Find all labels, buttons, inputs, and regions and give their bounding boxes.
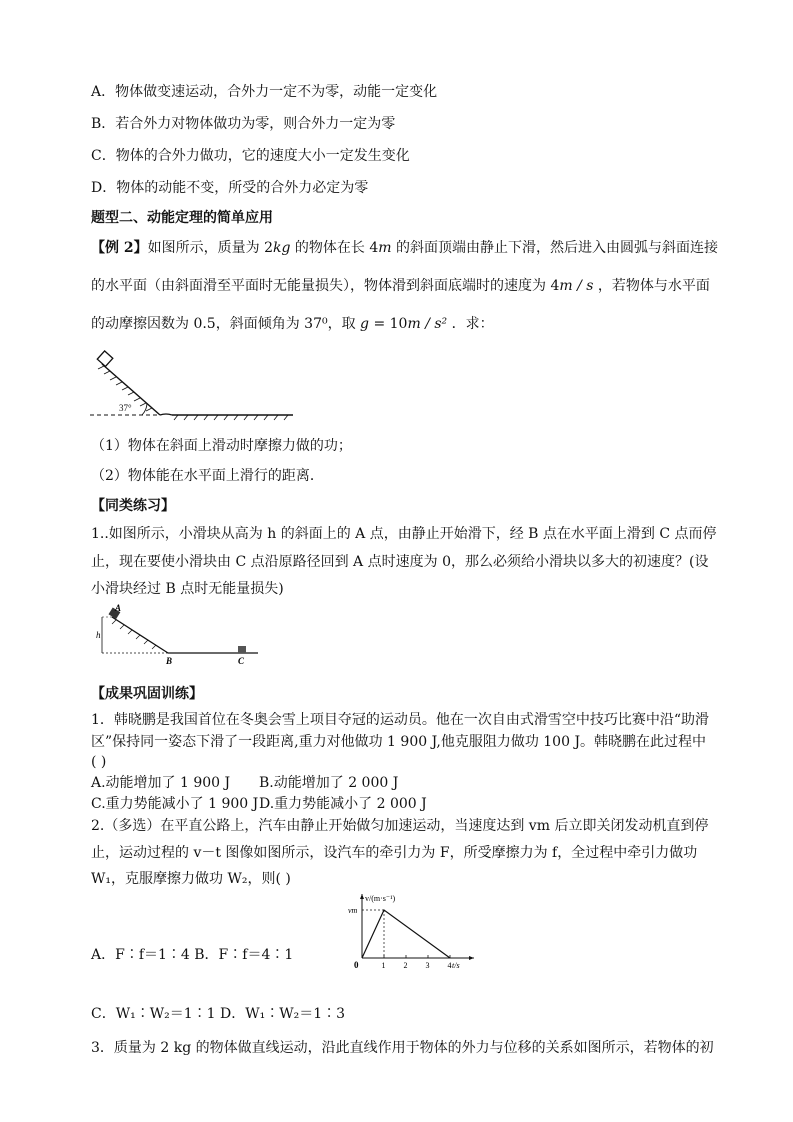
unit-kg: kg [272, 240, 291, 256]
y-axis-label: v/(m·s⁻¹) [365, 894, 396, 903]
x-tick-group [382, 955, 452, 970]
consol-q3-line-1: 3．质量为 2 kg 的物体做直线运动，沿此直线作用于物体的外力与位移的关系如图所示，若物体的初 [91, 1040, 714, 1056]
x-axis-label: t/s [452, 961, 460, 970]
consol-q2-line-2: 止，运动过程的 v－t 图像如图所示，设汽车的牵引力为 F，所受摩擦力为 f，全过程中牵引力做功 [91, 845, 698, 861]
consol-q2-options-cd: C．W₁∶W₂＝1∶1 D．W₁∶W₂＝1∶3 [91, 1006, 346, 1022]
unit-m: m [378, 240, 392, 256]
label-h: h [96, 630, 101, 640]
consol-q1-option-d: D.重力势能减小了 2 000 J [259, 796, 427, 812]
consol-q1-line-1: 1．韩晓鹏是我国首位在冬奥会雪上项目夺冠的运动员。他在一次自由式滑雪空中技巧比赛中沿“助滑 [91, 712, 710, 728]
example-2-line-2 [91, 276, 710, 296]
x-tick-label-4: 4 [447, 961, 452, 970]
practice-q1-line-2: 止，现在要使小滑块由 C 点沿原路径回到 A 点时速度为 0，那么必须给小滑块以多大的初速度？(设 [91, 554, 709, 570]
label-b: B [166, 656, 173, 666]
consol-q1-paren: ( ) [91, 754, 107, 770]
option-d: D．物体的动能不变，所受的合外力必定为零 [91, 180, 369, 196]
option-b: B．若合外力对物体做功为零，则合外力一定为零 [91, 116, 396, 132]
consol-q1-line-2: 区”保持同一姿态下滑了一段距离,重力对他做功 1 900 J,他克服阻力做功 100 J。韩晓鹏在此过程中 [91, 734, 707, 750]
section-heading: 题型二、动能定理的简单应用 [91, 210, 273, 226]
text-seg: 的水平面（由斜面滑至平面时无能量损失），物体滑到斜面底端时的速度为 4 [91, 278, 560, 294]
y-axis-arrow [360, 894, 364, 899]
text-seg: = 10 [369, 316, 408, 332]
vt-graph [340, 890, 480, 970]
option-a: A．物体做变速运动，合外力一定不为零，动能一定变化 [91, 84, 438, 100]
slider-block-c [238, 646, 246, 653]
consol-q1-option-b: B.动能增加了 2 000 J [259, 775, 399, 791]
text-seg: ．求： [447, 316, 494, 332]
consol-q2-line-1: 2.（多选）在平直公路上，汽车由静止开始做匀加速运动，当速度达到 vm 后立即关闭发动机直到停 [91, 818, 709, 834]
consolidation-heading: 【成果巩固训练】 [91, 686, 203, 702]
sub-question-2: （2）物体能在水平面上滑行的距离． [91, 468, 324, 484]
consol-q2-line-3: W₁，克服摩擦力做功 W₂，则( ) [91, 871, 291, 887]
ground-hatch [174, 415, 288, 420]
x-tick-label-1: 1 [381, 961, 386, 970]
example-2-line-3 [91, 314, 494, 334]
text-seg: 的物体在长 4 [290, 240, 379, 256]
x-tick-label-2: 2 [403, 961, 408, 970]
text-seg: 的斜面顶端由静止下滑，然后进入由圆弧与斜面连接 [391, 240, 718, 256]
consol-q1-option-c: C.重力势能减小了 1 900 J [91, 796, 259, 812]
vm-label: vm [348, 906, 358, 915]
unit-ms: m / s [559, 278, 594, 294]
slope-hatch [112, 620, 156, 649]
consol-q1-option-a: A.动能增加了 1 900 J [91, 775, 231, 791]
arc-joint [160, 414, 172, 415]
block [97, 351, 113, 367]
option-c: C．物体的合外力做功，它的速度大小一定发生变化 [91, 148, 410, 164]
practice-heading: 【同类练习】 [91, 498, 175, 514]
text-seg: 如图所示，质量为 2 [147, 240, 273, 256]
origin-label: 0 [354, 960, 359, 970]
slide-diagram [88, 603, 268, 668]
consol-q2-options-ab: A．F∶f＝1∶4 B．F∶f＝4∶1 [91, 947, 294, 963]
incline-diagram [88, 350, 298, 425]
practice-q1-line-1: 1..如图所示，小滑块从高为 h 的斜面上的 A 点，由静止开始滑下，经 B 点在水平面上滑到 C 点而停 [91, 526, 717, 542]
example-label: 【例 2】 [91, 240, 148, 256]
practice-q1-line-3: 小滑块经过 B 点时无能量损失) [91, 581, 284, 597]
vt-series-line [362, 910, 450, 958]
unit-ms2: m / s² [407, 316, 448, 332]
x-axis-arrow [469, 956, 474, 960]
x-tick-label-3: 3 [425, 961, 430, 970]
angle-label: 37° [119, 403, 132, 413]
label-a: A [115, 603, 122, 613]
text-seg: 的动摩擦因数为 0.5，斜面倾角为 37⁰，取 [91, 316, 361, 332]
sub-question-1: （1）物体在斜面上滑动时摩擦力做的功； [91, 438, 352, 454]
text-seg: ，若物体与水平面 [593, 278, 710, 294]
example-2-line-1 [91, 238, 718, 258]
symbol-g: g [360, 316, 370, 332]
label-c: C [238, 656, 245, 666]
